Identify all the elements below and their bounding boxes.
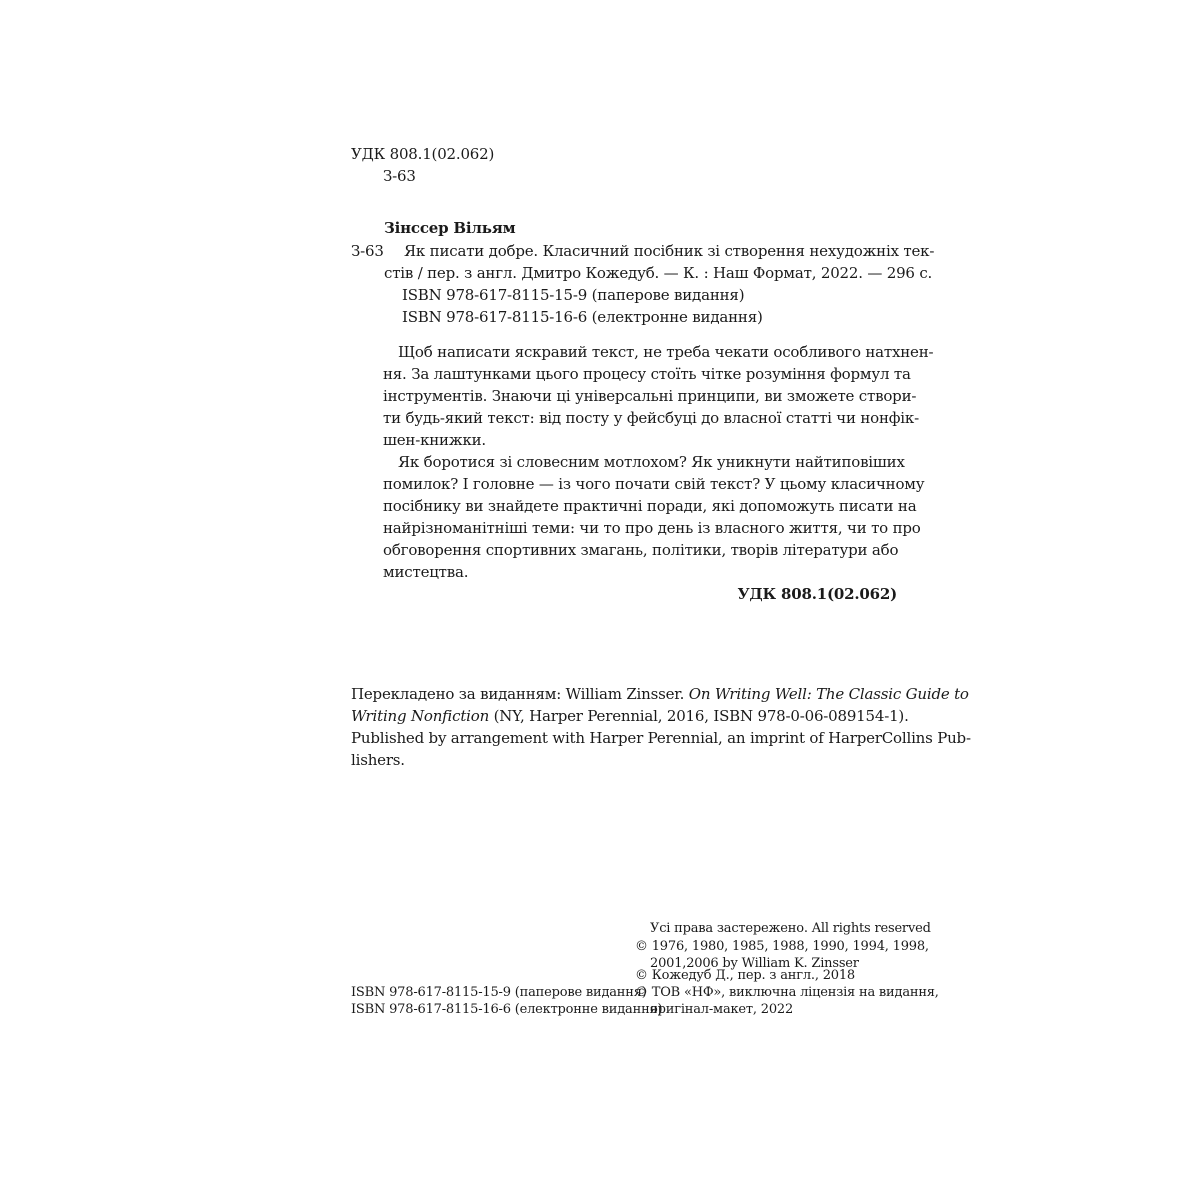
translation-line-2: [351, 705, 909, 727]
footer-isbn-paper: ISBN 978-617-8115-15-9 (паперове видання): [351, 985, 647, 1000]
bib-isbn-paper: ISBN 978-617-8115-15-9 (паперове видання): [402, 286, 745, 304]
annotation-p2-line-5: обговорення спортивних змагань, політики, творів літератури або: [383, 541, 899, 559]
bib-title-line-1: Як писати добре. Класичний посібник зі створення нехудожніх тек-: [404, 242, 935, 260]
bib-title-line-2: стів / пер. з англ. Дмитро Кожедуб. — К. : Наш Формат, 2022. — 296 с.: [384, 264, 933, 282]
copyright-zinsser-years: © 1976, 1980, 1985, 1988, 1990, 1994, 1998,: [635, 939, 929, 954]
annotation-p2-line-3: посібнику ви знайдете практичні поради, які допоможуть писати на: [383, 497, 917, 515]
original-edition-info: (NY, Harper Perennial, 2016, ISBN 978-0-06-089154-1).: [489, 707, 909, 725]
arrangement-line-1: Published by arrangement with Harper Perennial, an imprint of HarperCollins Pub-: [351, 729, 971, 747]
bib-isbn-electronic: ISBN 978-617-8115-16-6 (електронне видання): [402, 308, 763, 326]
annotation-p2-line-6: мистецтва.: [383, 563, 469, 581]
annotation-p2-line-4: найрізноманітніші теми: чи то про день із власного життя, чи то про: [383, 519, 921, 537]
rights-reserved: Усі права застережено. All rights reserved: [650, 921, 931, 936]
footer-isbn-electronic: ISBN 978-617-8115-16-6 (електронне видання): [351, 1002, 663, 1017]
annotation-p1-line-3: інструментів. Знаючи ці універсальні принципи, ви зможете створи-: [383, 387, 917, 405]
copyright-layout: оригінал-макет, 2022: [650, 1002, 794, 1017]
bib-author: Зінссер Вільям: [384, 219, 516, 237]
original-title-part-1: On Writing Well: The Classic Guide to: [688, 685, 969, 703]
original-title-part-2: Writing Nonfiction: [351, 707, 490, 725]
udk-code: УДК 808.1(02.062): [351, 145, 495, 163]
annotation-udk: УДК 808.1(02.062): [737, 585, 897, 603]
udk-author-mark: З-63: [383, 167, 416, 185]
copyright-publisher: © ТОВ «НФ», виключна ліцензія на видання,: [635, 985, 939, 1000]
annotation-p1-line-4: ти будь-який текст: від посту у фейсбуці до власної статті чи нонфік-: [383, 409, 919, 427]
annotation-p1-line-5: шен-книжки.: [383, 431, 486, 449]
annotation-p1-line-2: ня. За лаштунками цього процесу стоїть чітке розуміння формул та: [383, 365, 911, 383]
copyright-zinsser-name: 2001,2006 by William K. Zinsser: [650, 956, 859, 971]
copyright-translation: © Кожедуб Д., пер. з англ., 2018: [635, 968, 855, 983]
annotation-p1-line-1: Щоб написати яскравий текст, не треба чекати особливого натхнен-: [398, 343, 934, 361]
translation-prefix: Перекладено за виданням: William Zinsser.: [351, 685, 689, 703]
translation-line-1: [351, 683, 969, 705]
annotation-p2-line-1: Як боротися зі словесним мотлохом? Як уникнути найтиповіших: [398, 453, 905, 471]
arrangement-line-2: lishers.: [351, 751, 405, 769]
bib-mark: З-63: [351, 242, 384, 260]
annotation-p2-line-2: помилок? І головне — із чого почати свій текст? У цьому класичному: [383, 475, 925, 493]
